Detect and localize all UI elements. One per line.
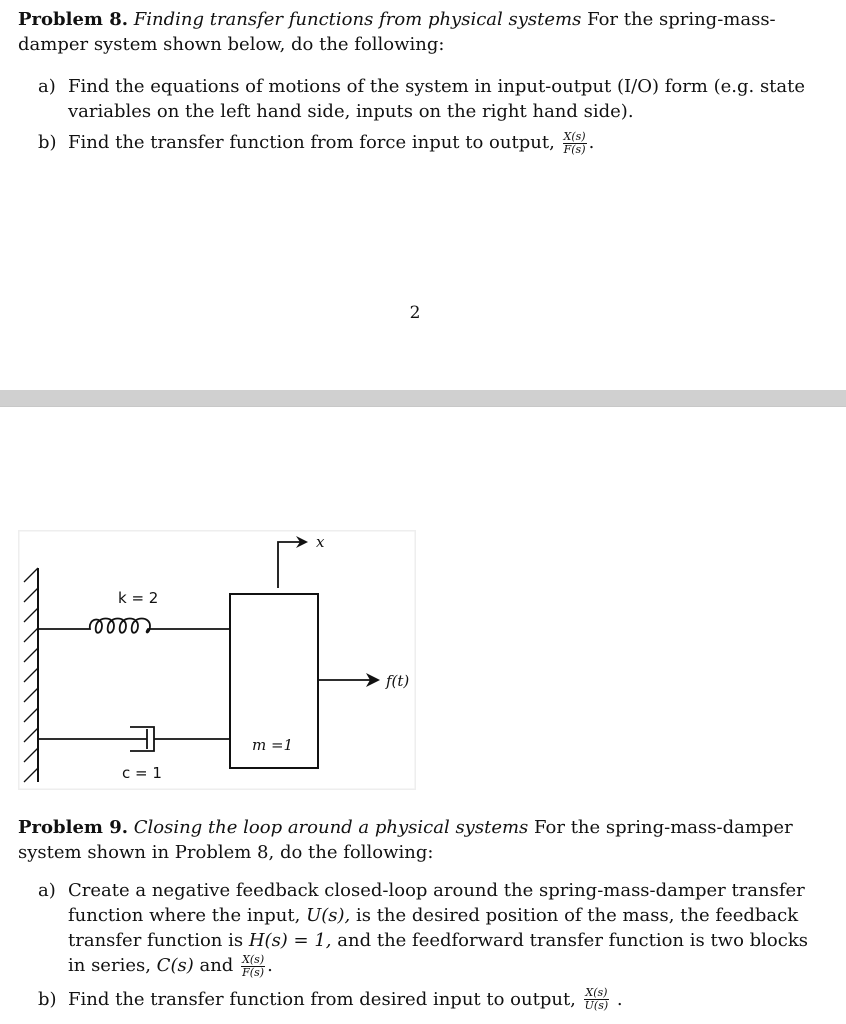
spring-mass-damper-figure (18, 530, 416, 790)
problem-8-title: Finding transfer functions from physical systems (133, 9, 582, 30)
item-label: a) (38, 880, 56, 901)
transfer-fraction: $\frac{X(s)}{U(s)}$ (584, 986, 609, 1012)
item-label: b) (38, 988, 57, 1010)
page-number: 2 (409, 303, 421, 323)
item-label: b) (38, 132, 57, 153)
problem-9-title: Closing the loop around a physical systems (133, 817, 529, 838)
mass-label: m =1 (252, 736, 294, 754)
item-text: Find the equations of motions of the system in input-output (I/O) form (e.g. state variables on the left hand side, inputs on the right hand side). (68, 76, 806, 122)
spring-label: k = 2 (118, 589, 159, 607)
damper-label: c = 1 (122, 764, 162, 782)
item-text: Find the transfer function from desired input to output, (68, 988, 576, 1010)
problem-9-item-b: b) Find the transfer function from desired input to output, $\frac{X(s)}{U(s)}$ . (38, 986, 623, 1012)
problem-8-item-a (38, 74, 818, 124)
problem-8-intro-text: For the spring-mass-damper system shown below, do the following: (18, 9, 776, 55)
transfer-fraction: $\frac{X(s)}{F(s)}$ (563, 129, 586, 156)
problem-8-intro (18, 7, 818, 57)
displacement-label: x (316, 533, 325, 551)
item-label: a) (38, 76, 56, 97)
problem-9-item-a: a) Create a negative feedback closed-loop around the spring-mass-damper transfer function where the input, U(s), is the desired position of the mass, the feedback transfer function is H(s) = 1, and the feedforward transfer function is two blocks in series, C(s) and $\frac{X(s)}{F(s)}$ . (38, 880, 808, 979)
problem-9-intro-text: For the spring-mass-damper system shown in Problem 8, do the following: (18, 817, 793, 863)
problem-8-item-b: b) Find the transfer function from force input to output, $\frac{X(s)}{F(s)}$ . (38, 129, 595, 156)
transfer-fraction: $\frac{X(s)}{F(s)}$ (242, 952, 265, 979)
problem-9-label: Problem 9. (18, 817, 129, 838)
problem-9-items (38, 878, 818, 1012)
problem-8-items (38, 74, 818, 156)
force-label: f(t) (386, 672, 410, 690)
problem-8-label: Problem 8. (18, 9, 129, 30)
page-divider (0, 390, 846, 407)
problem-9-intro (18, 815, 818, 865)
item-text: Find the transfer function from force input to output, (68, 132, 555, 153)
figure-frame (18, 530, 416, 790)
